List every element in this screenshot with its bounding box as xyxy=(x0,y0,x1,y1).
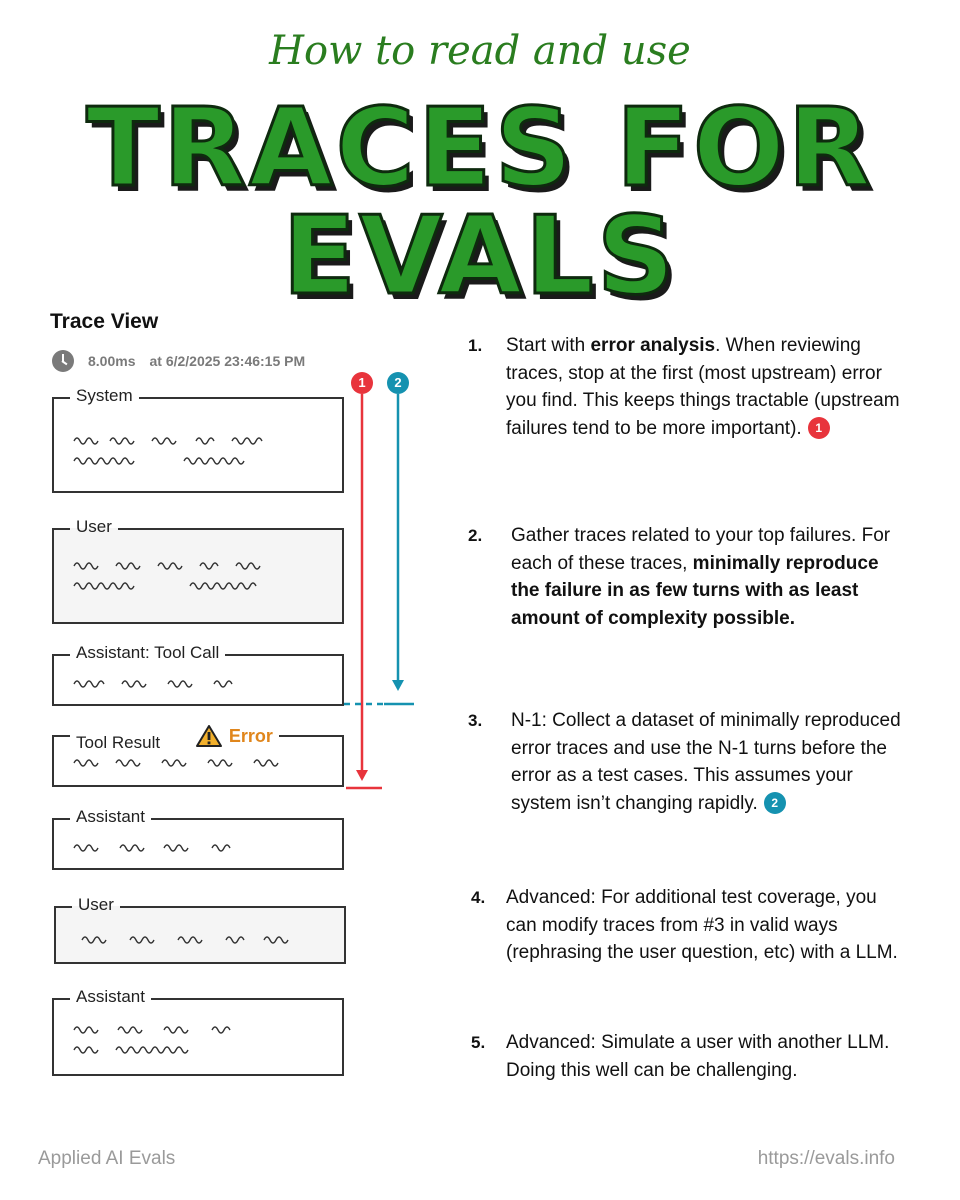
trace-timestamp: at 6/2/2025 23:46:15 PM xyxy=(149,353,306,369)
step-text: Gather traces related to your top failures. For each of these traces, minimally reproduce the failure in as few turns with as least amount of complexity possible. xyxy=(511,525,891,629)
step-number: 4. xyxy=(471,888,486,907)
step-number: 3. xyxy=(468,711,483,730)
trace-view-title: Trace View xyxy=(50,310,159,333)
footer-link[interactable]: https://evals.info xyxy=(757,1148,895,1169)
message-label: Assistant: Tool Call xyxy=(70,643,225,663)
red-arrow-head xyxy=(356,770,368,781)
step-number: 1. xyxy=(468,336,483,355)
message-label: Assistant xyxy=(70,807,151,827)
step-number: 2. xyxy=(468,526,483,545)
step-number: 5. xyxy=(471,1033,486,1052)
tool-result-label: Tool Result xyxy=(76,733,161,752)
error-label: Error xyxy=(228,725,273,746)
step-text: Advanced: For additional test coverage, you can modify traces from #3 in valid ways (rephrasing the user question, etc) with a LLM. xyxy=(506,887,898,963)
message-label: User xyxy=(72,895,120,915)
step-text: N-1: Collect a dataset of minimally reproduced error traces and use the N-1 turns before the error as a test cases. This assumes your system isn’t changing rapidly. 2 xyxy=(511,710,901,814)
footer-brand: Applied AI Evals xyxy=(38,1148,176,1169)
message-label: Assistant xyxy=(70,987,151,1007)
step-text: Advanced: Simulate a user with another LLM. Doing this well can be challenging. xyxy=(506,1032,890,1081)
teal-arrow-head xyxy=(392,680,404,691)
step-text: Start with error analysis. When reviewing traces, stop at the first (most upstream) error you find. This keeps things tractable (upstream failures tend to be more important). 1 xyxy=(506,335,900,439)
main-title: TRACES FOR EVALS xyxy=(86,86,874,319)
message-label: System xyxy=(70,386,139,406)
step-badge-1: 1 xyxy=(808,417,830,439)
marker-badge-1: 1 xyxy=(351,372,373,394)
step-badge-2: 2 xyxy=(764,792,786,814)
marker-badge-2: 2 xyxy=(387,372,409,394)
trace-duration: 8.00ms xyxy=(88,353,136,369)
message-label: User xyxy=(70,517,118,537)
subtitle: How to read and use xyxy=(269,28,691,74)
